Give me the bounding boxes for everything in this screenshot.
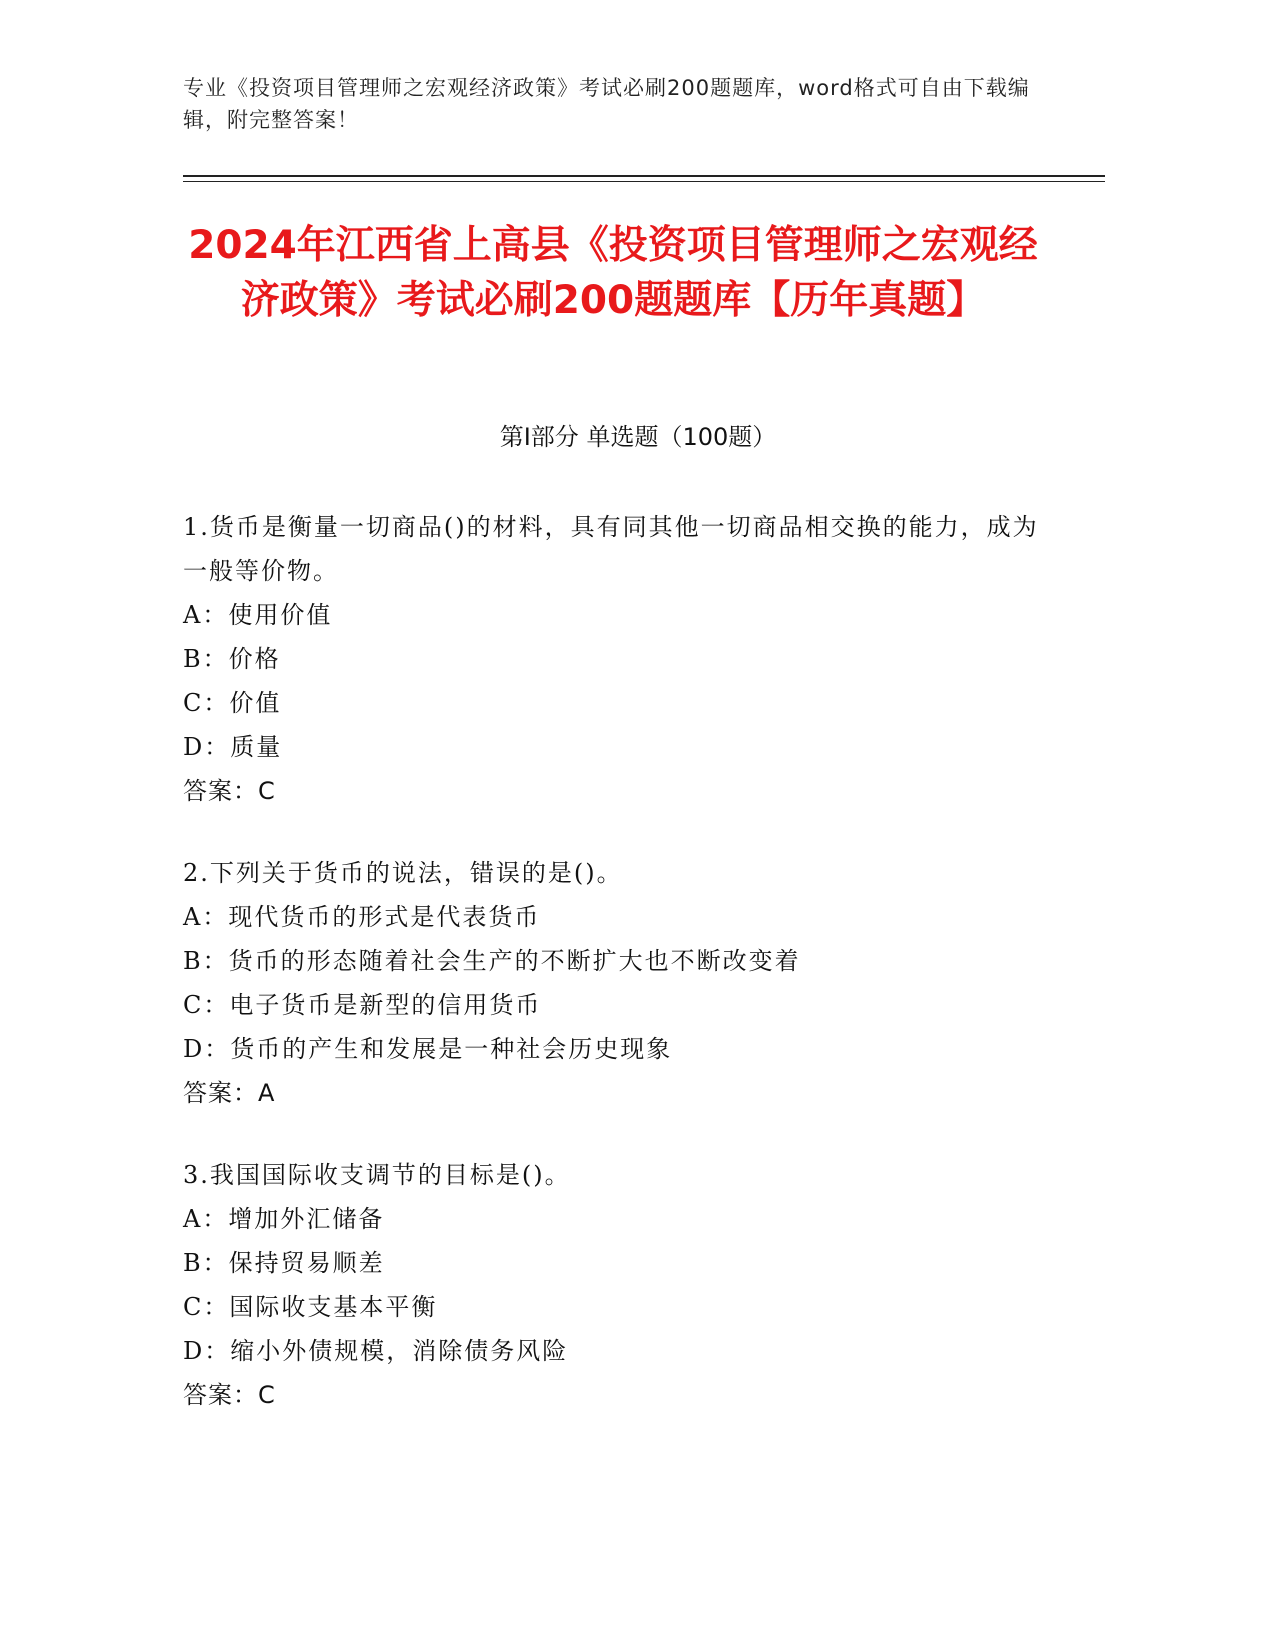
question-stem: 1.货币是衡量一切商品()的材料，具有同其他一切商品相交换的能力，成为一般等价物。 — [183, 513, 1039, 585]
question-option-c: C：电子货币是新型的信用货币 — [183, 991, 542, 1019]
question-stem: 3.我国国际收支调节的目标是()。 — [183, 1161, 571, 1189]
document-title: 2024年江西省上高县《投资项目管理师之宏观经济政策》考试必刷200题题库【历年真题】 — [188, 223, 1038, 323]
question-item — [183, 505, 1063, 813]
question-answer: 答案：C — [183, 1381, 276, 1409]
question-option-b: B：价格 — [183, 645, 281, 673]
question-option-a: A：增加外汇储备 — [183, 1205, 385, 1233]
question-option-b: B：保持贸易顺差 — [183, 1249, 385, 1277]
section-heading: 第I部分 单选题（100题） — [499, 423, 777, 451]
question-option-d: D：质量 — [183, 733, 283, 761]
question-list — [183, 505, 1063, 1455]
question-item — [183, 851, 1063, 1115]
question-option-d: D：缩小外债规模，消除债务风险 — [183, 1337, 569, 1365]
header-divider-thick — [183, 175, 1105, 177]
question-stem: 2.下列关于货币的说法，错误的是()。 — [183, 859, 623, 887]
question-option-d: D：货币的产生和发展是一种社会历史现象 — [183, 1035, 673, 1063]
question-answer: 答案：C — [183, 777, 276, 805]
question-item — [183, 1153, 1063, 1417]
question-option-b: B：货币的形态随着社会生产的不断扩大也不断改变着 — [183, 947, 801, 975]
header-note: 专业《投资项目管理师之宏观经济政策》考试必刷200题题库，word格式可自由下载编辑，附完整答案！ — [183, 76, 1030, 132]
question-option-c: C：价值 — [183, 689, 282, 717]
question-option-a: A：使用价值 — [183, 601, 333, 629]
header-divider-thin — [183, 181, 1105, 182]
question-option-c: C：国际收支基本平衡 — [183, 1293, 438, 1321]
question-answer: 答案：A — [183, 1079, 276, 1107]
question-option-a: A：现代货币的形式是代表货币 — [183, 903, 541, 931]
